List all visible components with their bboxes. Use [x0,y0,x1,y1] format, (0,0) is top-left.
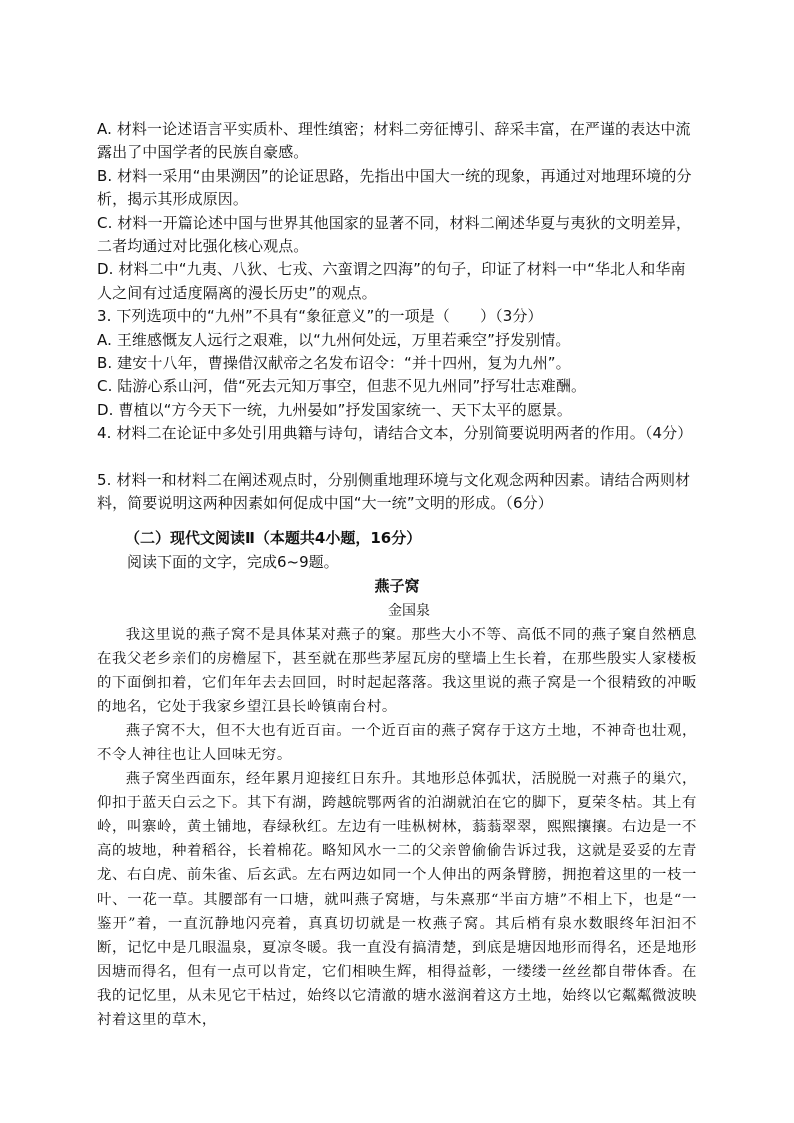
option-a: A. 材料一论述语言平实质朴、理性缜密；材料二旁征博引、辞采丰富，在严谨的表达中流露出了中国学者的民族自豪感。 [97,120,691,162]
reading-instruction: 阅读下面的文字，完成6~9题。 [127,552,339,571]
question-block [97,118,697,516]
q3-option-a: A. 王维感慨友人远行之艰难，以“九州何处远，万里若乘空”抒发别情。 [97,330,571,349]
essay-title: 燕子窝 [374,576,420,595]
option-b: B. 材料一采用“由果溯因”的论证思路，先指出中国大一统的现象，再通过对地理环境的分析，揭示其形成原因。 [97,166,692,209]
document-page [97,118,697,1032]
blank-gap [97,446,697,469]
section-title: （二）现代文阅读Ⅱ（本题共4小题，16分） [125,528,422,547]
q3-option-d: D. 曹植以“方今天下一统，九州晏如”抒发国家统一、天下太平的愿景。 [97,400,573,419]
essay-paragraph: 我这里说的燕子窝不是具体某对燕子的窠。那些大小不等、高低不同的燕子窠自然栖息在我父老乡亲们的房檐屋下，甚至就在那些茅屋瓦房的壁墙上生长着，在那些殷实人家楼板的下面倒扣着，它们年年去去回回，时时起起落落。我这里说的燕子窝是一个很精致的冲畈的地名，它处于我家乡望江县长岭镇南台村。 [97,626,697,715]
q3-option-c: C. 陆游心系山河，借“死去元知万事空，但悲不见九州同”抒写壮志难酬。 [97,377,587,396]
question-4: 4. 材料二在论证中多处引用典籍与诗句，请结合文本，分别简要说明两者的作用。（4分） [97,424,693,443]
q3-option-b: B. 建安十八年，曹操借汉献帝之名发布诏令：“并十四州，复为九州”。 [97,354,571,373]
essay-paragraph: 燕子窝不大，但不大也有近百亩。一个近百亩的燕子窝存于这方土地，不神奇也壮观，不令人神往也让人回味无穷。 [97,722,697,763]
option-d: D. 材料二中“九夷、八狄、七戎、六蛮谓之四海”的句子，印证了材料一中“华北人和华南人之间有过适度隔离的漫长历史”的观点。 [97,260,686,302]
essay-paragraph: 燕子窝坐西面东，经年累月迎接红日东升。其地形总体弧状，活脱脱一对燕子的巢穴，仰扣于蓝天白云之下。其下有湖，跨越皖鄂两省的泊湖就泊在它的脚下，夏荣冬枯。其上有岭，叫寨岭，黄土铺地，春绿秋红。左边有一哇枞树林，蓊蓊翠翠，熙熙攘攘。右边是一不高的坡地，种着稻谷，长着棉花。略知风水一二的父亲曾偷偷告诉过我，这就是妥妥的左青龙、右白虎、前朱雀、后玄武。左右两边如同一个人伸出的两条臂膀，拥抱着这里的一枝一叶、一花一草。其腰部有一口塘，就叫燕子窝塘，与朱熹那“半亩方塘”不相上下，也是“一鉴开”着，一直沉静地闪亮着，真真切切就是一枚燕子窝。其后梢有泉水数眼终年汩汩不断，记忆中是几眼温泉，夏凉冬暖。我一直没有搞清楚，到底是塘因地形而得名，还是地形因塘而得名，但有一点可以肯定，它们相映生辉，相得益彰，一缕缕一丝丝都自带体香。在我的记忆里，从未见它干枯过，始终以它清澈的塘水滋润着这方土地，始终以它粼粼微波映衬着这里的草木， [97,771,697,1028]
essay-author: 金国泉 [388,602,430,619]
option-c: C. 材料一开篇论述中国与世界其他国家的显著不同，材料二阐述华夏与夷狄的文明差异，二者均通过对比强化核心观点。 [97,213,692,256]
question-5: 5. 材料一和材料二在阐述观点时，分别侧重地理环境与文化观念两种因素。请结合两则材料，简要说明这两种因素如何促成中国“大一统”文明的形成。（6分） [97,470,691,513]
question-3: 3. 下列选项中的“九州”不具有“象征意义”的一项是（ ）（3分） [97,307,543,326]
essay-body [97,623,697,1033]
